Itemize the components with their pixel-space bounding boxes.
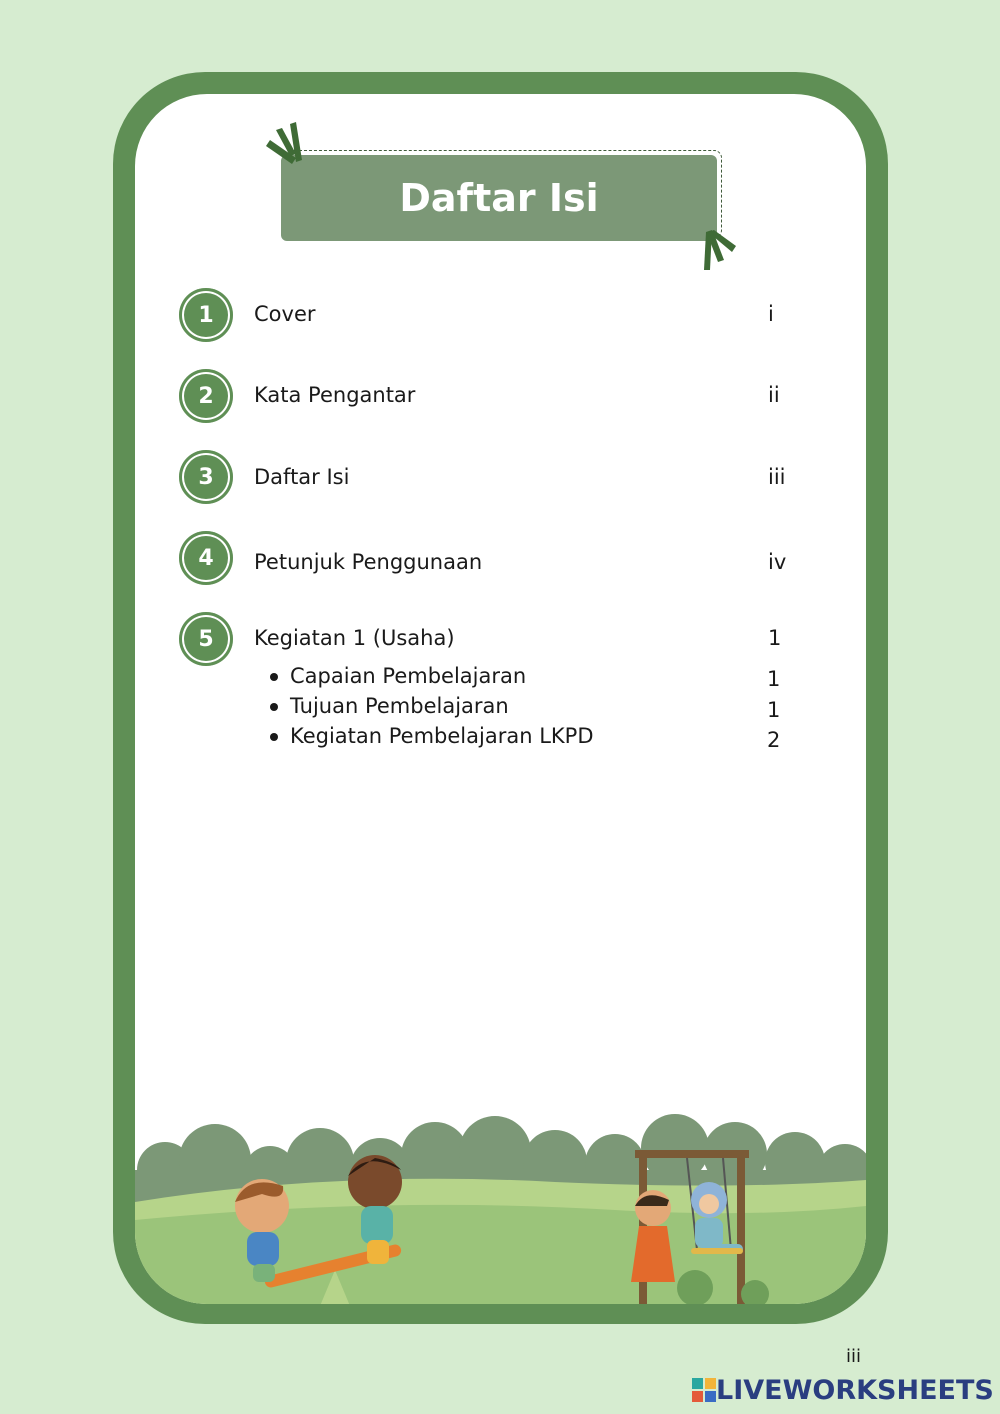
entry-label-petunjuk-penggunaan[interactable]: Petunjuk Penggunaan — [254, 550, 483, 574]
spark-top-left-icon — [262, 122, 310, 166]
entry-page-petunjuk-penggunaan: iv — [768, 550, 787, 574]
entry-number-1: 1 — [179, 288, 233, 342]
spark-bottom-right-icon — [694, 228, 740, 272]
entry-number-5: 5 — [179, 612, 233, 666]
playground-illustration — [135, 1110, 866, 1304]
bullet-icon — [270, 733, 278, 741]
page-title: Daftar Isi — [399, 176, 599, 220]
bullet-icon — [270, 703, 278, 711]
subentry-label[interactable]: Kegiatan Pembelajaran LKPD — [290, 724, 594, 748]
subentry-page: 1 — [767, 667, 781, 691]
subentry-label[interactable]: Capaian Pembelajaran — [290, 664, 527, 688]
entry-label-daftar-isi[interactable]: Daftar Isi — [254, 465, 350, 489]
entry-label-kata-pengantar[interactable]: Kata Pengantar — [254, 383, 416, 407]
liveworksheets-logo-icon — [692, 1378, 716, 1402]
subentry-page: 2 — [767, 728, 781, 752]
liveworksheets-brand: LIVEWORKSHEETS — [716, 1374, 994, 1406]
entry-number-2: 2 — [179, 369, 233, 423]
bullet-icon — [270, 673, 278, 681]
entry-page-kata-pengantar: ii — [768, 383, 780, 407]
entry-page-kegiatan-1: 1 — [768, 626, 782, 650]
subentry-label[interactable]: Tujuan Pembelajaran — [290, 694, 509, 718]
playground-scene-icon — [135, 1110, 866, 1304]
entry-label-cover[interactable]: Cover — [254, 302, 316, 326]
footer-page-number: iii — [846, 1346, 862, 1367]
entry-number-3: 3 — [179, 450, 233, 504]
subentry-page: 1 — [767, 698, 781, 722]
entry-number-4: 4 — [179, 531, 233, 585]
entry-label-kegiatan-1[interactable]: Kegiatan 1 (Usaha) — [254, 626, 455, 650]
entry-page-cover: i — [768, 302, 774, 326]
entry-page-daftar-isi: iii — [768, 465, 786, 489]
liveworksheets-logo[interactable] — [692, 1372, 994, 1408]
